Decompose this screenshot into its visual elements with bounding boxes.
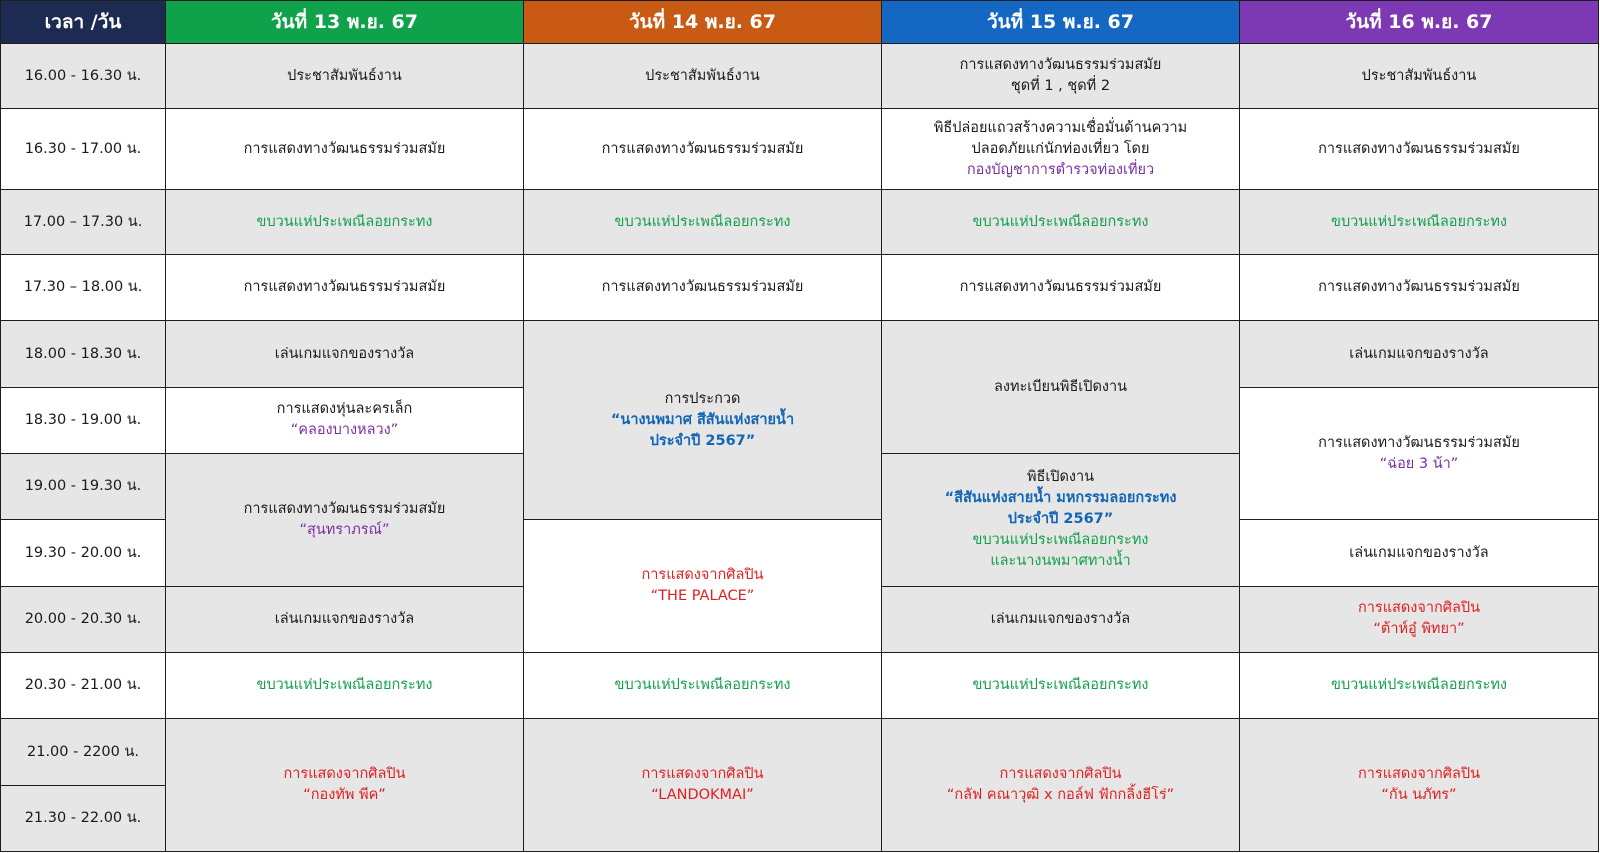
event-cell: การแสดงทางวัฒนธรรมร่วมสมัย (524, 109, 882, 190)
event-cell: การแสดงทางวัฒนธรรมร่วมสมัย (166, 109, 524, 190)
event-cell: การแสดงทางวัฒนธรรมร่วมสมัย (524, 255, 882, 321)
event-text: การแสดงจากศิลปิน (1357, 600, 1481, 617)
time-slot: 18.00 - 18.30 น. (1, 321, 166, 387)
time-slot: 20.30 - 21.00 น. (1, 653, 166, 719)
event-title: ประจำปี 2567” (1007, 511, 1114, 528)
table-row (1, 653, 1599, 719)
event-cell (882, 109, 1240, 190)
event-title: “นางนพมาศ สีสันแห่งสายน้ำ (610, 411, 795, 428)
event-cell: เล่นเกมแจกของรางวัล (882, 586, 1240, 652)
event-title: “THE PALACE” (650, 588, 755, 605)
event-cell (166, 387, 524, 453)
event-text: และนางนพมาศทางน้ำ (990, 553, 1131, 570)
event-cell: เล่นเกมแจกของรางวัล (166, 586, 524, 652)
time-slot: 17.30 – 18.00 น. (1, 255, 166, 321)
event-cell: เล่นเกมแจกของรางวัล (1240, 520, 1599, 586)
event-cell: ขบวนแห่ประเพณีลอยกระทง (882, 189, 1240, 254)
event-text: การแสดงทางวัฒนธรรมร่วมสมัย (1318, 434, 1520, 451)
time-slot: 17.00 – 17.30 น. (1, 189, 166, 254)
time-slot: 21.00 - 2200 น. (1, 719, 166, 785)
event-cell-contest (524, 321, 882, 520)
time-slot: 21.30 - 22.00 น. (1, 785, 166, 851)
event-cell: ประชาสัมพันธ์งาน (166, 44, 524, 109)
event-cell (524, 719, 882, 852)
event-cell: ขบวนแห่ประเพณีลอยกระทง (882, 653, 1240, 719)
event-text: การแสดงหุ่นละครเล็ก (276, 401, 413, 418)
event-title: “คลองบางหลวง” (290, 422, 399, 439)
event-text: การแสดงจากศิลปิน (999, 766, 1122, 783)
event-text: พิธีเปิดงาน (1026, 469, 1095, 486)
event-cell: การแสดงทางวัฒนธรรมร่วมสมัย (882, 255, 1240, 321)
event-title: “ต้าห์อู๋ พิทยา” (1373, 621, 1465, 638)
day-15-header: วันที่ 15 พ.ย. 67 (882, 1, 1240, 44)
event-text: พิธีปล่อยแถวสร้างความเชื่อมั่นด้านความ (933, 119, 1188, 136)
event-cell: การแสดงทางวัฒนธรรมร่วมสมัย (1240, 255, 1599, 321)
event-cell: ขบวนแห่ประเพณีลอยกระทง (166, 189, 524, 254)
event-text: การแสดงจากศิลปิน (641, 766, 764, 783)
event-cell: เล่นเกมแจกของรางวัล (166, 321, 524, 387)
event-cell (166, 719, 524, 852)
day-13-header: วันที่ 13 พ.ย. 67 (166, 1, 524, 44)
event-text: ขบวนแห่ประเพณีลอยกระทง (972, 532, 1149, 549)
time-slot: 18.30 - 19.00 น. (1, 387, 166, 453)
event-cell (1240, 387, 1599, 520)
table-row (1, 321, 1599, 387)
event-cell: ขบวนแห่ประเพณีลอยกระทง (1240, 189, 1599, 254)
event-cell: ขบวนแห่ประเพณีลอยกระทง (524, 189, 882, 254)
table-row (1, 44, 1599, 109)
event-cell (1240, 586, 1599, 652)
event-cell: ประชาสัมพันธ์งาน (524, 44, 882, 109)
event-cell (882, 44, 1240, 109)
time-slot: 19.30 - 20.00 น. (1, 520, 166, 586)
event-cell: ขบวนแห่ประเพณีลอยกระทง (1240, 653, 1599, 719)
event-cell-opening (882, 454, 1240, 587)
event-title: “ฉ่อย 3 น้า” (1379, 455, 1459, 472)
event-cell (1240, 719, 1599, 852)
event-title: “กลัฟ คณาวุฒิ x กอล์ฟ ฟักกลิ้งฮีโร่” (946, 787, 1175, 804)
table-row (1, 109, 1599, 190)
event-cell: เล่นเกมแจกของรางวัล (1240, 321, 1599, 387)
event-text: การแสดงจากศิลปิน (641, 567, 764, 584)
event-title: “สีสันแห่งสายน้ำ มหกรรมลอยกระทง (944, 490, 1177, 507)
table-row (1, 189, 1599, 254)
event-cell: ประชาสัมพันธ์งาน (1240, 44, 1599, 109)
event-title: “LANDOKMAI” (651, 787, 754, 804)
event-text: ชุดที่ 1 , ชุดที่ 2 (1010, 78, 1111, 95)
event-cell (524, 520, 882, 653)
event-cell: การแสดงทางวัฒนธรรมร่วมสมัย (1240, 109, 1599, 190)
event-title: “กองทัพ พีค” (303, 787, 386, 804)
table-row (1, 719, 1599, 785)
event-cell: ขบวนแห่ประเพณีลอยกระทง (166, 653, 524, 719)
event-title: ประจำปี 2567” (649, 432, 756, 449)
time-column-header: เวลา /วัน (1, 1, 166, 44)
event-cell: การแสดงทางวัฒนธรรมร่วมสมัย (166, 255, 524, 321)
event-cell: ขบวนแห่ประเพณีลอยกระทง (524, 653, 882, 719)
event-text: การแสดงทางวัฒนธรรมร่วมสมัย (243, 500, 446, 517)
event-title: “สุนทราภรณ์” (299, 521, 390, 538)
event-text: การประกวด (664, 390, 741, 407)
event-cell (882, 719, 1240, 852)
event-text: การแสดงทางวัฒนธรรมร่วมสมัย (959, 57, 1162, 74)
event-organizer: กองบัญชาการตำรวจท่องเที่ยว (966, 161, 1155, 178)
event-text: ปลอดภัยแก่นักท่องเที่ยว โดย (971, 140, 1150, 157)
event-cell: ลงทะเบียนพิธีเปิดงาน (882, 321, 1240, 454)
table-row (1, 255, 1599, 321)
time-slot: 20.00 - 20.30 น. (1, 586, 166, 652)
day-14-header: วันที่ 14 พ.ย. 67 (524, 1, 882, 44)
event-text: การแสดงจากศิลปิน (1357, 766, 1481, 783)
time-slot: 19.00 - 19.30 น. (1, 454, 166, 520)
header-row (1, 1, 1599, 44)
time-slot: 16.30 - 17.00 น. (1, 109, 166, 190)
time-slot: 16.00 - 16.30 น. (1, 44, 166, 109)
event-title: “กัน นภัทร” (1381, 787, 1457, 804)
event-text: การแสดงจากศิลปิน (283, 766, 406, 783)
day-16-header: วันที่ 16 พ.ย. 67 (1240, 1, 1599, 44)
event-cell (166, 454, 524, 587)
